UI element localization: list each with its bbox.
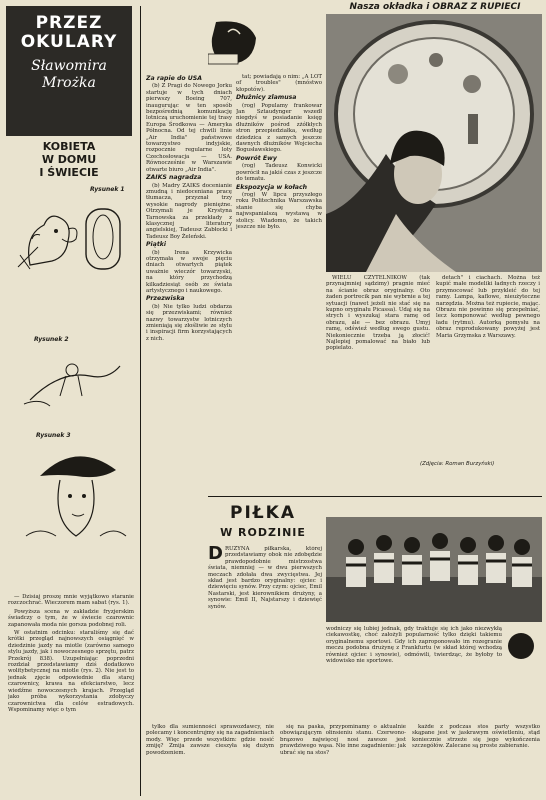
drawing-3-illustration bbox=[20, 440, 132, 550]
football-article-continued bbox=[326, 626, 502, 726]
news-body: (b) Z Pragi do Nowego Jorku startuje w tych dniach pierwszy Boeing 707, inaugurując w ten sposób bezpośrednią komunikację lotniczą uruchomienie tej trasy Europa Środkowa — Ameryka Północna. Od tej chwili linie „Air India" państwowe towarzystwo indyjskie, rozpocznie regularne loty Czechosłowacja — USA. Równocześnie w Warszawie otwarte biuro „Air India". bbox=[146, 83, 232, 173]
football-text: RUŻYNA piłkarska, której przedstawiamy obok nie zdobędzie prawdopodobnie mistrzostwa świata, niemniej — w dwu pierwszych meczach zdołała dwa zwycięstwa. Jej skład jest bardzo oryginalny: ojciec i dziewięciu synów. Przy czym: ojciec, Emil Nastarski, jest kierownikiem drużyny, a synowie: Emil II, Najstarszy i dziewięć synów. bbox=[208, 546, 322, 610]
photo-credit: (Zdjęcia: Roman Burzyński) bbox=[420, 461, 495, 467]
drawing-2-illustration bbox=[20, 340, 130, 410]
paragraph: Powyższa scena w zakładzie fryzjerskim świadczy o tym, że w świecie czarownic zapanowała moda nie gorsza podobnej roli. bbox=[8, 608, 134, 628]
football-icon bbox=[508, 633, 534, 659]
news-body: (b) Irena Krzywicka otrzymała w swoje pięciu dniach otwartych piątek uważnie wieczór towarzyski, na który przychodzą kilkadziesiąt osób ze świata artystycznego i naukowego. bbox=[146, 249, 232, 294]
paragraph: WIELU CZYTELNIKÓW (tak przynajmniej sądzimy) pragnie mieć na ścianie obraz oryginalny. Oto żaden portrecik pan nie wybrnie a tej sytuacji (nawet jeżeli nie stać się na kupno oryginału Picassa). Udaj się na strych i wyszukaj stara ramę od obrazu, ale — bez obrazu. Umyj ramę, odświeź według swego gustu. Niekoniecznie trzeba ją złocić! Najlepiej pomalować na biało lub popielato. bbox=[326, 275, 430, 352]
section-divider bbox=[208, 496, 542, 497]
football-text-continued: wodniczy się lubiej jednak, gdy traktuje się ich jako niezwykłą ciekawostkę, choć założyli popularność tylko dzięki takiemu oryginalnemu sportowi. Gdy ich zaproponowało im rozegranie meczu podobna drużynę z Frankfurtu (w skład której wchodzą również ojciec i synowie), odmówili, twierdząc, że byłoby to widowisko nie sportowe. bbox=[326, 626, 502, 665]
column-title-line2: OKULARY bbox=[20, 32, 118, 52]
football-team-photo bbox=[326, 517, 542, 622]
football-title-line1: PIŁKA bbox=[229, 503, 297, 523]
football-article-title bbox=[208, 504, 318, 542]
paragraph: — Dzisiaj proszę mnie wyjątkowo staranie rozczochrać. Wieczorem mam sabat (rys. 1). bbox=[8, 594, 134, 607]
column-title-block bbox=[6, 6, 132, 136]
news-headline: ZAIKS nagradza bbox=[146, 174, 202, 182]
news-headline: Przezwiska bbox=[146, 295, 185, 303]
football-article-body bbox=[208, 546, 322, 716]
author-last-name: Mrożka bbox=[42, 75, 96, 91]
bottom-column-c bbox=[412, 724, 540, 796]
drawing-1-label: Rysunek 1 bbox=[90, 186, 125, 193]
author-first-name: Sławomira bbox=[31, 58, 107, 74]
news-headline: Ekspozycja w kołach bbox=[236, 183, 308, 191]
drop-cap: D bbox=[208, 546, 223, 564]
news-body: (rog) Tadeusz Konwicki powrócił na jakiś czas z jeszcze do tematu. bbox=[236, 163, 322, 183]
drawing-3-label: Rysunek 3 bbox=[36, 432, 71, 439]
news-body: (rog) W lipcu przyszłego roku Politechnika Warszawska stanie się chyba najwspanialszą wystawą w stolicy. Wiadomo, że takich jeszcze nie było. bbox=[236, 191, 322, 230]
news-headline: Piątki bbox=[146, 241, 167, 249]
drawing-1-illustration bbox=[10, 195, 134, 285]
column-author bbox=[6, 58, 132, 92]
cover-photo-illustration bbox=[326, 14, 542, 272]
news-headline: Powrót Ewy bbox=[236, 154, 277, 162]
bottom-column-b bbox=[280, 724, 406, 796]
paragraph: każde z podczas stos party wszystko skąpane jest w jaskrawym oświetleniu, stąd koniecznie strzeże się jego wykończenia szczegółów. Zalecane są proste zabieranie. bbox=[412, 724, 540, 750]
drawing-2-label: Rysunek 2 bbox=[34, 336, 69, 343]
paragraph: tylko dla sumienności sprawozdawcy, nie polecamy i koncentrujmy się na zagadnieniach mody. Więc przede wszystkim: gdzie nosić zmiję? Zmija zawsze cieszyła się dużym powodzeniem. bbox=[146, 724, 274, 756]
paragraph: W ostatnim odcinku: staraliśmy się dać krótki przegląd najnowszych osiągnięć w dziedzinie jazdy na miotle (zarówno samego stylu jazdy, jak i nowoczesnego sprzętu, patrz Przekrój 838). Uzupełniając poprzedni rozdział przedstawiamy dziś dodatkowo wolitybetycznej na miotle (rys. 2). Nie jest to jednak zjęcie odpowiednie dla starej czarownicy, krawa na efekciarstwo, lecz wiedźme nowoczesnych krajach. Przegląd jako próba wykorzystania zdobyczy czarownictwa dla celów estradowych. Wspominamy więc o tym bbox=[8, 630, 134, 713]
news-body: (b) Nie tylko ludzi obdarza się przezwiskami; również nazwy towarzystw lotniczych zmieniają się złośliwie ze stylu i inspiracji firm korzystających z nich. bbox=[146, 303, 232, 342]
paragraph: się na paska, przypominamy o aktualnie obowiązującym ołinsieniu stanu. Czerwono-brązowo najwięcej nosi zawsze jest prawdziwego wąsa. Nie inne zagadnienie: jak ubrać się na stos? bbox=[280, 724, 406, 756]
paragraph: detach" i ciachach. Można też kupić małe modeliki ładnych rzeczy i przymocować lub przykleić do tej ramy. Lampa, kaflowe, nieużyteczne narzędzia. Można też rupiecie, mając. Obrazu nie powinno się przepełniać, lecz komponować według pewnego ładu (rytmu). Autorką pomysłu na obraz reprodukowany powyżej jest Maria Grzymska z Warszawy. bbox=[436, 275, 540, 339]
left-article-body bbox=[8, 594, 134, 794]
football-photo-illustration bbox=[326, 517, 542, 622]
cover-story-left-text bbox=[326, 275, 430, 465]
bottom-column-a bbox=[146, 724, 274, 796]
section-logo-icon bbox=[208, 18, 260, 68]
news-body: tat; powiadają o nim: „A LOT of troubles" (mnóstwo kłopotów). bbox=[236, 74, 322, 93]
subtitle-line1: KOBIETA bbox=[42, 140, 96, 153]
column-title bbox=[6, 14, 132, 52]
column-title-line1: PRZEZ bbox=[35, 13, 103, 33]
news-body: (rog) Populamy frankowar Jan Sztaudynger wszedł niegdyś w posiadanie księg dłużników pośrod zżółkłych stron przepiedziałka, według dziedzica z samych jeszcze dawnych dłużników Wojciecha Bogusławskiego. bbox=[236, 102, 322, 154]
news-headline: Dłużnicy zlamusa bbox=[236, 94, 297, 102]
subtitle-line3: I ŚWIECIE bbox=[39, 166, 99, 179]
news-body: (b) Madry ZAIKS docenianie zmudną i niedoceniana pracę tłumacza, przyznał trzy wysokie nagrody pieniężne. Otrzymali je Krystyna Tarnowska za przekłady z klasycznej literatury angielskiej, Tadeusz Zabłocki i Tadeusz Boy Żeleński. bbox=[146, 182, 232, 240]
cover-story-title: Nasza okładka i OBRAZ Z RUPIECI bbox=[349, 2, 521, 12]
news-headline: Za rapie do USA bbox=[146, 75, 203, 82]
article-subtitle bbox=[14, 140, 124, 179]
subtitle-line2: W DOMU bbox=[41, 153, 97, 166]
cover-story-right-text bbox=[436, 275, 540, 460]
cover-photo bbox=[326, 14, 542, 272]
news-column-2 bbox=[236, 74, 322, 494]
column-divider bbox=[140, 6, 141, 796]
football-title-line2: W RODZINIE bbox=[220, 526, 306, 539]
